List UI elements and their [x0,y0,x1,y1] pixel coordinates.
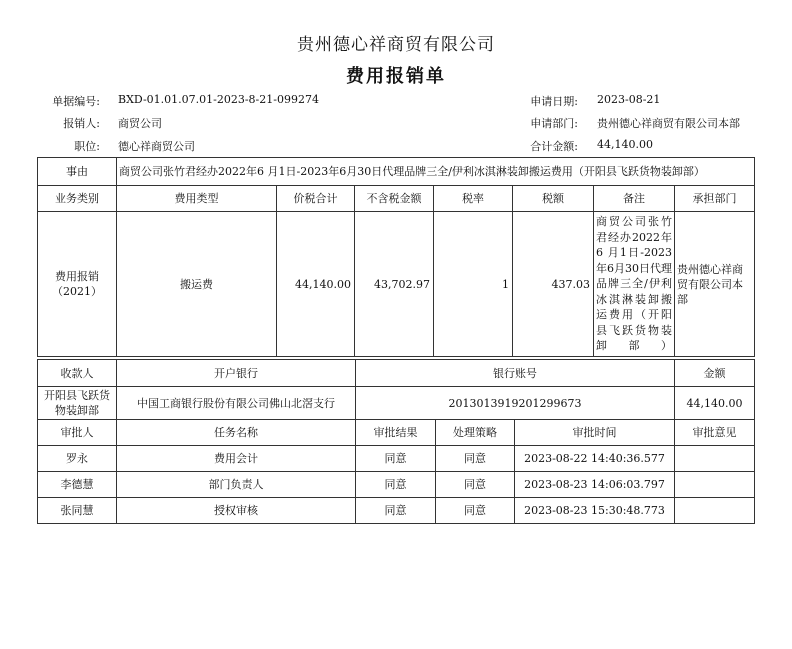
approval-opinion [675,498,755,524]
payee-header-row [38,360,755,387]
matter-text: 商贸公司张竹君经办2022年6 月1日-2023年6月30日代理品牌三全/伊利冰淇淋装卸搬运费用（开阳县飞跃货物装卸部） [117,158,755,186]
matter-label: 事由 [38,158,117,186]
header-type: 费用类型 [117,186,277,212]
approval-strategy: 同意 [436,498,515,524]
payee-name: 开阳县飞跃货物装卸部 [38,387,117,420]
position-value: 德心祥商贸公司 [118,140,195,153]
matter-row [38,158,755,186]
approval-time: 2023-08-23 14:06:03.797 [515,472,675,498]
approval-approver: 张同慧 [38,498,117,524]
expense-tax: 437.03 [513,212,594,357]
payee-amount: 44,140.00 [675,387,755,420]
payee-bank: 中国工商银行股份有限公司佛山北滘支行 [117,387,356,420]
approval-task: 费用会计 [117,446,356,472]
expense-dept: 贵州德心祥商贸有限公司本部 [675,212,755,357]
header-dept: 承担部门 [675,186,755,212]
header-total: 价税合计 [277,186,355,212]
expense-row [38,212,755,357]
approval-header-result: 审批结果 [356,420,436,446]
approval-task: 部门负责人 [117,472,356,498]
expense-header-row [38,186,755,212]
apply-date-value: 2023-08-21 [597,93,661,106]
expense-note: 商贸公司张竹君经办2022年6 月1日-2023年6月30日代理品牌三全/伊利冰淇淋装卸搬运费用（开阳县飞跃货物装卸部） [594,212,675,357]
applicant-value: 商贸公司 [118,117,162,130]
approval-table [37,419,755,524]
doc-no-label: 单据编号: [52,95,100,108]
header-note: 备注 [594,186,675,212]
approval-strategy: 同意 [436,446,515,472]
payee-header-amount: 金额 [675,360,755,387]
approval-result: 同意 [356,498,436,524]
approval-strategy: 同意 [436,472,515,498]
apply-date-label: 申请日期: [530,95,578,108]
expense-type: 搬运费 [117,212,277,357]
payee-table [37,359,755,420]
total-value: 44,140.00 [597,138,653,151]
document-title: 费用报销单 [346,66,446,87]
header-rate: 税率 [434,186,513,212]
approval-opinion [675,472,755,498]
header-net: 不含税金额 [355,186,434,212]
position-label: 职位: [74,140,100,153]
approval-time: 2023-08-22 14:40:36.577 [515,446,675,472]
approval-approver: 李德慧 [38,472,117,498]
total-label: 合计金额: [530,140,578,153]
company-name: 贵州德心祥商贸有限公司 [297,35,495,55]
approval-result: 同意 [356,472,436,498]
approval-header-row [38,420,755,446]
approval-header-opinion: 审批意见 [675,420,755,446]
expense-table [37,157,755,357]
approval-header-approver: 审批人 [38,420,117,446]
payee-account: 2013013919201299673 [356,387,675,420]
payee-header-account: 银行账号 [356,360,675,387]
expense-net: 43,702.97 [355,212,434,357]
payee-header-name: 收款人 [38,360,117,387]
apply-dept-value: 贵州德心祥商贸有限公司本部 [597,117,740,130]
expense-rate: 1 [434,212,513,357]
approval-row [38,498,755,524]
doc-no-value: BXD-01.01.07.01-2023-8-21-099274 [118,93,319,106]
payee-header-bank: 开户银行 [117,360,356,387]
payee-row [38,387,755,420]
applicant-label: 报销人: [63,117,100,130]
approval-header-time: 审批时间 [515,420,675,446]
approval-row [38,446,755,472]
approval-row [38,472,755,498]
approval-opinion [675,446,755,472]
apply-dept-label: 申请部门: [530,117,578,130]
approval-approver: 罗永 [38,446,117,472]
expense-total: 44,140.00 [277,212,355,357]
approval-time: 2023-08-23 15:30:48.773 [515,498,675,524]
approval-result: 同意 [356,446,436,472]
expense-category: 费用报销（2021） [38,212,117,357]
approval-header-task: 任务名称 [117,420,356,446]
approval-header-strategy: 处理策略 [436,420,515,446]
header-category: 业务类别 [38,186,117,212]
approval-task: 授权审核 [117,498,356,524]
header-tax: 税额 [513,186,594,212]
